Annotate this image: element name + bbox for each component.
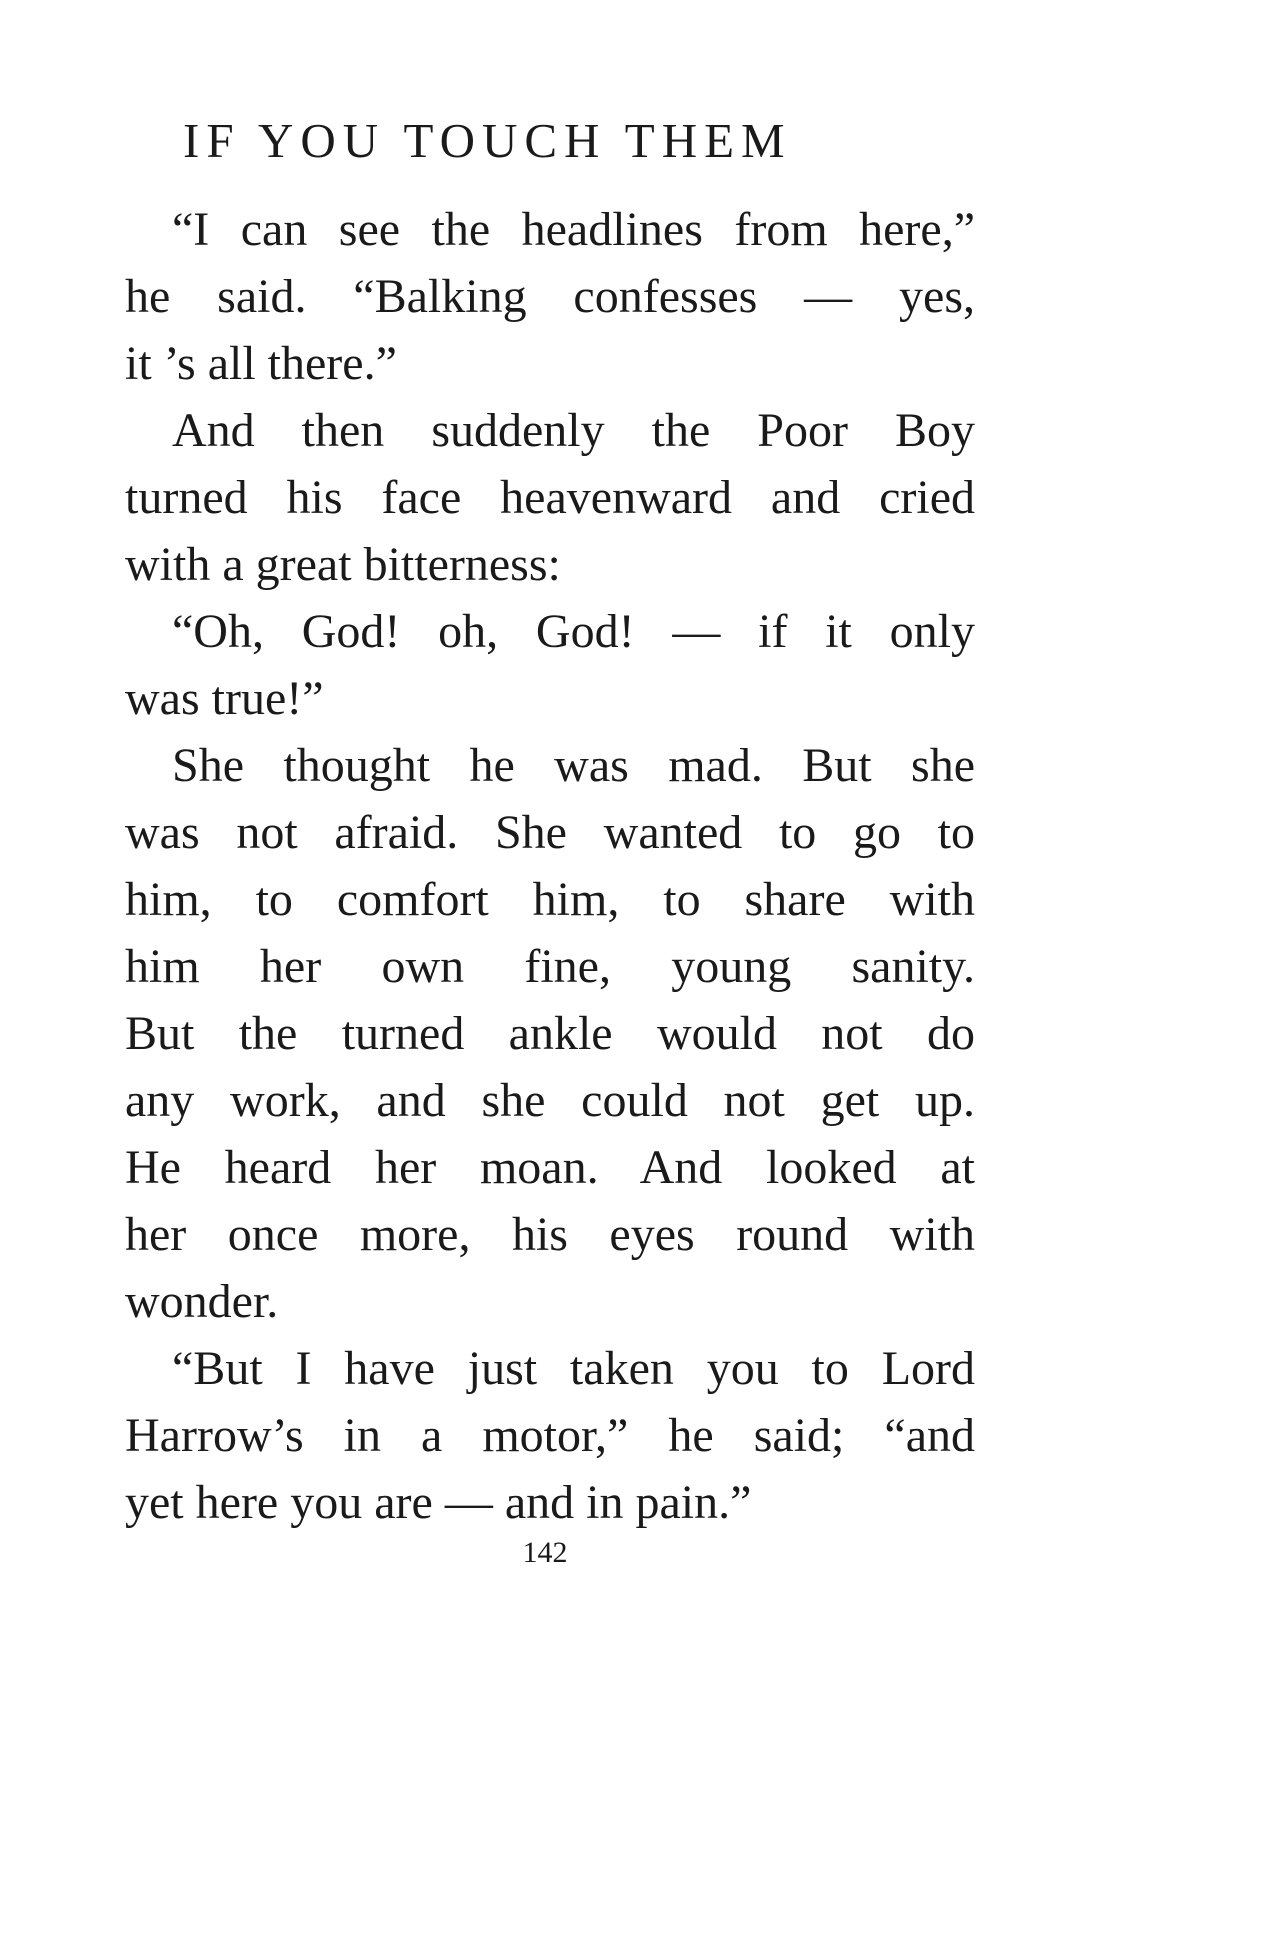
text-line: yet here you are — and in pain.” bbox=[125, 1476, 752, 1529]
text-line: And then suddenly the Poor Boy bbox=[172, 404, 975, 457]
running-head: IF YOU TOUCH THEM bbox=[183, 113, 792, 168]
page-number: 142 bbox=[522, 1536, 568, 1569]
text-line: “Oh, God! oh, God! — if it only bbox=[172, 605, 975, 658]
text-line: it ’s all there.” bbox=[125, 337, 397, 390]
text-line: Harrow’s in a motor,” he said; “and bbox=[125, 1409, 975, 1462]
text-line: turned his face heavenward and cried bbox=[125, 471, 975, 524]
text-line: he said. “Balking confesses — yes, bbox=[125, 270, 975, 323]
text-line: him, to comfort him, to share with bbox=[125, 873, 975, 926]
text-line: him her own fine, young sanity. bbox=[125, 940, 975, 993]
text-line: He heard her moan. And looked at bbox=[125, 1141, 975, 1194]
text-line: wonder. bbox=[125, 1275, 279, 1328]
text-line: “But I have just taken you to Lord bbox=[172, 1342, 975, 1395]
text-line: But the turned ankle would not do bbox=[125, 1007, 975, 1060]
text-line: with a great bitterness: bbox=[125, 538, 561, 591]
text-line: “I can see the headlines from here,” bbox=[172, 203, 975, 256]
text-line: was not afraid. She wanted to go to bbox=[125, 806, 975, 859]
text-line: her once more, his eyes round with bbox=[125, 1208, 975, 1261]
text-line: She thought he was mad. But she bbox=[172, 739, 975, 792]
text-line: was true!” bbox=[125, 672, 324, 725]
text-line: any work, and she could not get up. bbox=[125, 1074, 975, 1127]
